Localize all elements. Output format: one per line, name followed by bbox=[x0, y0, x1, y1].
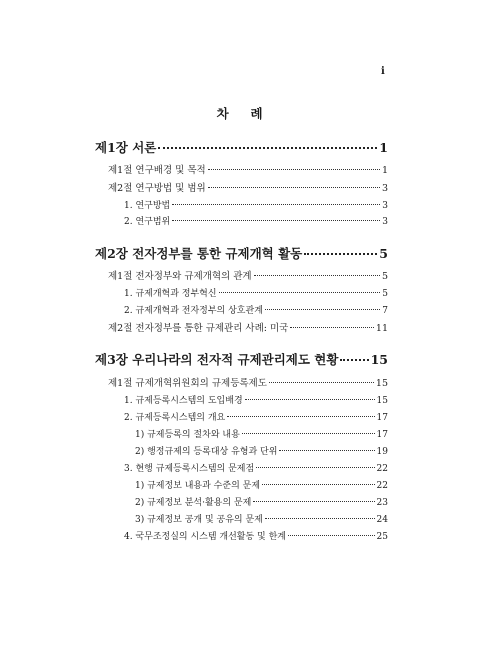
toc-entry-page: 24 bbox=[376, 515, 388, 525]
toc-entry-label: 3) 규제정보 공개 및 공유의 문제 bbox=[135, 515, 263, 525]
dot-leader bbox=[242, 433, 375, 434]
dot-leader bbox=[254, 275, 380, 276]
toc-entry-subsection[interactable] bbox=[124, 410, 388, 423]
toc-entry-page: 23 bbox=[376, 498, 388, 508]
toc-entry-item[interactable] bbox=[135, 495, 388, 508]
toc-entry-page: 11 bbox=[375, 323, 388, 334]
toc-entry-item[interactable] bbox=[135, 444, 388, 457]
toc-entry-subsection[interactable] bbox=[124, 393, 388, 406]
toc-entry-label: 제1장 서론 bbox=[95, 140, 157, 155]
dot-leader bbox=[219, 292, 381, 293]
toc-entry-page: 5 bbox=[382, 289, 388, 299]
toc-entry-label: 1. 규제개혁과 정부혁신 bbox=[124, 289, 217, 299]
toc-entry-section[interactable] bbox=[108, 320, 388, 334]
dot-leader bbox=[265, 518, 375, 519]
dot-leader bbox=[256, 467, 374, 468]
toc-entry-label: 2) 행정규제의 등록대상 유형과 단위 bbox=[135, 447, 278, 457]
toc-entry-label: 제2절 전자정부를 통한 규제관리 사례: 미국 bbox=[108, 323, 289, 334]
dot-leader bbox=[208, 169, 380, 170]
toc-entry-subsection[interactable] bbox=[124, 214, 388, 227]
dot-leader bbox=[288, 535, 375, 536]
toc-entry-label: 1. 연구방법 bbox=[124, 201, 171, 211]
dot-leader bbox=[253, 501, 374, 502]
toc-entry-page: 22 bbox=[376, 481, 388, 491]
toc-entry-page: 1 bbox=[381, 165, 388, 176]
toc-entry-section[interactable] bbox=[108, 268, 388, 282]
dot-leader bbox=[158, 147, 377, 149]
toc-entry-label: 제1절 연구배경 및 목적 bbox=[108, 165, 206, 176]
toc-title: 차 례 bbox=[216, 106, 272, 121]
page-number: i bbox=[381, 66, 385, 77]
toc-entry-label: 제2절 연구방법 및 범위 bbox=[108, 183, 206, 194]
toc-entry-page: 3 bbox=[381, 183, 388, 194]
dot-leader bbox=[279, 450, 374, 451]
toc-entry-label: 3. 현행 규제등록시스템의 문제점 bbox=[124, 464, 255, 474]
toc-entry-page: 19 bbox=[376, 447, 388, 457]
dot-leader bbox=[340, 359, 368, 361]
toc-entry-page: 3 bbox=[382, 201, 388, 211]
toc-entry-page: 25 bbox=[376, 532, 388, 542]
toc-entry-label: 제1절 규제개혁위원회의 규제등록제도 bbox=[108, 378, 267, 389]
toc-entry-subsection[interactable] bbox=[124, 461, 388, 474]
toc-entry-chapter-1[interactable] bbox=[95, 138, 388, 156]
toc-entry-page: 17 bbox=[376, 430, 388, 440]
toc-entry-subsection[interactable] bbox=[124, 303, 388, 316]
toc-entry-item[interactable] bbox=[135, 512, 388, 525]
dot-leader bbox=[172, 220, 380, 221]
toc-entry-section[interactable] bbox=[108, 375, 388, 389]
toc-entry-label: 2. 규제등록시스템의 개요 bbox=[124, 413, 226, 423]
toc-entry-label: 2. 연구범위 bbox=[124, 217, 171, 227]
toc-entry-page: 5 bbox=[379, 246, 388, 261]
toc-entry-label: 4. 국무조정실의 시스템 개선활동 및 한계 bbox=[124, 532, 286, 542]
toc-entry-page: 5 bbox=[381, 271, 388, 282]
toc-entry-page: 17 bbox=[376, 413, 388, 423]
toc-entry-label: 1. 규제등록시스템의 도입배경 bbox=[124, 396, 243, 406]
toc-entry-page: 3 bbox=[382, 217, 388, 227]
dot-leader bbox=[172, 204, 380, 205]
toc-entry-section[interactable] bbox=[108, 180, 388, 194]
dot-leader bbox=[262, 484, 375, 485]
toc-entry-label: 1) 규제정보 내용과 수준의 문제 bbox=[135, 481, 261, 491]
toc-entry-page: 15 bbox=[370, 352, 388, 367]
dot-leader bbox=[245, 399, 375, 400]
toc-entry-subsection[interactable] bbox=[124, 286, 388, 299]
toc-entry-page: 1 bbox=[379, 140, 388, 155]
toc-entry-label: 1) 규제등록의 절차와 내용 bbox=[135, 430, 240, 440]
toc-entry-chapter-3[interactable] bbox=[95, 350, 388, 368]
toc-entry-label: 제3장 우리나라의 전자적 규제관리제도 현황 bbox=[95, 352, 339, 367]
dot-leader bbox=[269, 382, 374, 383]
toc-entry-page: 22 bbox=[376, 464, 388, 474]
dot-leader bbox=[265, 309, 380, 310]
dot-leader bbox=[290, 327, 374, 328]
toc-entry-chapter-2[interactable] bbox=[95, 244, 388, 262]
toc-entry-page: 7 bbox=[382, 306, 388, 316]
dot-leader bbox=[208, 187, 380, 188]
toc-entry-label: 제2장 전자정부를 통한 규제개혁 활동 bbox=[95, 246, 303, 261]
toc-entry-subsection[interactable] bbox=[124, 529, 388, 542]
toc-entry-subsection[interactable] bbox=[124, 198, 388, 211]
toc-entry-section[interactable] bbox=[108, 162, 388, 176]
toc-entry-page: 15 bbox=[375, 378, 388, 389]
toc-entry-label: 2. 규제개혁과 전자정부의 상호관계 bbox=[124, 306, 263, 316]
toc-entry-label: 2) 규제정보 분석·활용의 문제 bbox=[135, 498, 252, 508]
toc-entry-label: 제1절 전자정부와 규제개혁의 관계 bbox=[108, 271, 252, 282]
toc-entry-page: 15 bbox=[376, 396, 388, 406]
toc-entry-item[interactable] bbox=[135, 427, 388, 440]
dot-leader bbox=[304, 253, 377, 255]
dot-leader bbox=[227, 416, 374, 417]
toc-entry-item[interactable] bbox=[135, 478, 388, 491]
